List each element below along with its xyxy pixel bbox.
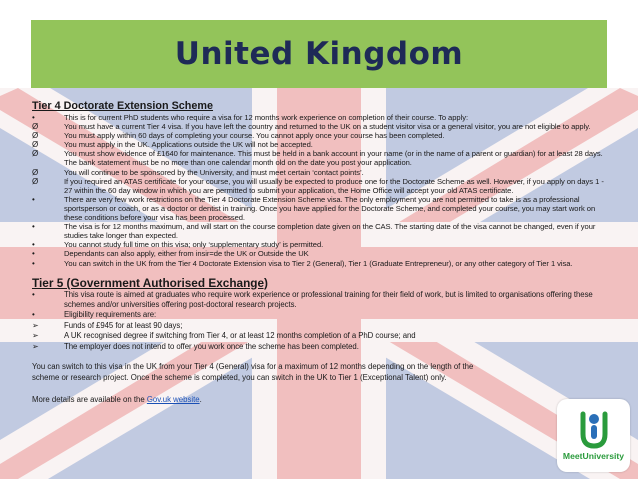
bullet-marker: ➢	[32, 341, 39, 351]
list-item-text: You must apply within 60 days of completing your course. You cannot apply once your course has been completed.	[64, 131, 445, 141]
list-item-text: There are very few work restrictions on the Tier 4 Doctorate Extension Scheme visa. The only employment you are not permitted to take is as a professional sportsperson or coach, or as a doctor or dentist in training. Once you have applied for the Doctorate Scheme, and completed your course, you may start work on these conditions before your visa has been processed.	[64, 194, 596, 223]
bullet-marker: •	[32, 258, 35, 268]
list-item	[32, 342, 608, 352]
list-item	[32, 122, 608, 131]
bullet-marker: ➢	[32, 331, 39, 341]
logo-text: MeetUniversity	[562, 451, 625, 461]
list-item	[32, 131, 608, 140]
list-item	[32, 249, 608, 258]
list-item-text: A UK recognised degree if switching from Tier 4, or at least 12 months completion of a PhD course; and	[64, 331, 416, 341]
list-item	[32, 177, 608, 195]
gov-uk-link[interactable]: Gov.uk website	[146, 394, 200, 404]
list-item-text: Funds of £945 for at least 90 days;	[64, 320, 183, 330]
list-item-text: You cannot study full time on this visa; only ‘supplementary study’ is permitted.	[64, 240, 324, 250]
title-banner	[31, 20, 607, 88]
list-item	[32, 310, 608, 320]
tier5-heading: Tier 5 (Government Authorised Exchange)	[32, 275, 268, 290]
list-item	[32, 222, 608, 240]
list-item	[32, 195, 608, 222]
list-item-text: This is for current PhD students who require a visa for 12 months work experience on completion of their course. To apply:	[64, 113, 469, 122]
meetuniversity-logo[interactable]	[557, 399, 630, 472]
list-item-text: Eligibility requirements are:	[64, 310, 157, 320]
list-item-text: You can switch in the UK from the Tier 4 Doctorate Extension visa to Tier 2 (General), Tier 1 (Graduate Entrepreneur), or any other category of Tier 1 visa.	[64, 258, 573, 268]
list-item	[32, 331, 608, 341]
list-item	[32, 149, 608, 167]
content-area	[32, 100, 608, 405]
bullet-marker: •	[32, 222, 35, 232]
list-item-text: The visa is for 12 months maximum, and will start on the course completion date given on the CAS. The starting date of the visa cannot be changed, even if your studies take longer than expected.	[64, 222, 596, 241]
bullet-marker: Ø	[32, 122, 39, 132]
list-item	[32, 240, 608, 249]
bullet-marker: •	[32, 310, 35, 320]
list-item	[32, 113, 608, 122]
list-item	[32, 259, 608, 268]
more-details-suffix: .	[199, 394, 202, 404]
list-item-text: This visa route is aimed at graduates who require work experience or professional training for their field of work, but is limited to organisations offering these schemes and/or universities offering post-doctoral research projects.	[64, 290, 593, 309]
list-item	[32, 321, 608, 331]
list-item	[32, 290, 608, 309]
tier5-list	[32, 290, 608, 351]
bullet-marker: Ø	[32, 176, 39, 186]
bullet-marker: •	[32, 240, 35, 250]
tier4-heading: Tier 4 Doctorate Extension Scheme	[32, 100, 214, 112]
list-item-text: If you required an ATAS certificate for your course, you will usually be expected to produce one for the Doctorate Scheme as well. However, if you apply on days 1 - 27 within the 60 day window in which you are permitted to submit your application, the Home Office will accept your old ATAS certificate.	[64, 176, 604, 195]
list-item-text: You must show evidence of £1640 for maintenance. This must be held in a bank account in your name (or in the name of a parent or guardian) for at least 28 days. The bank statement must be no more than one calendar month old on the date you post your application.	[64, 149, 603, 168]
meetuniversity-logo-icon	[575, 410, 613, 450]
bullet-marker: Ø	[32, 140, 39, 150]
switch-paragraph: You can switch to this visa in the UK from your Tier 4 (General) visa for a maximum of 12 months depending on the length of the scheme or research project. Once the scheme is completed, you can switch in the UK to Tier 1 (Exceptional Talent) only.	[32, 362, 474, 383]
more-details-line	[32, 394, 608, 405]
bullet-marker: ➢	[32, 320, 39, 330]
bullet-marker: Ø	[32, 149, 39, 159]
bullet-marker: •	[32, 290, 35, 300]
page-title: United Kingdom	[174, 36, 464, 72]
bullet-marker: •	[32, 194, 35, 204]
list-item-text: Dependants can also apply, either from insir=de the UK or Outside the UK	[64, 249, 309, 259]
list-item-text: You will continue to be sponsored by the University, and must meet certain ‘contact points’.	[64, 167, 364, 177]
tier4-list	[32, 113, 608, 268]
list-item-text: You must apply in the UK. Applications outside the UK will not be accepted.	[64, 140, 313, 150]
list-item-text: You must have a current Tier 4 visa. If you have left the country and returned to the UK on a student visitor visa or a general visitor, you are not eligible to apply.	[64, 122, 591, 132]
list-item	[32, 140, 608, 149]
bullet-marker: Ø	[32, 131, 39, 141]
list-item-text: The employer does not intend to offer you work once the scheme has been completed.	[64, 341, 359, 351]
more-details-prefix: More details are available on the	[32, 394, 147, 404]
bullet-marker: •	[32, 113, 35, 122]
bullet-marker: •	[32, 249, 35, 259]
bullet-marker: Ø	[32, 167, 39, 177]
list-item	[32, 168, 608, 177]
